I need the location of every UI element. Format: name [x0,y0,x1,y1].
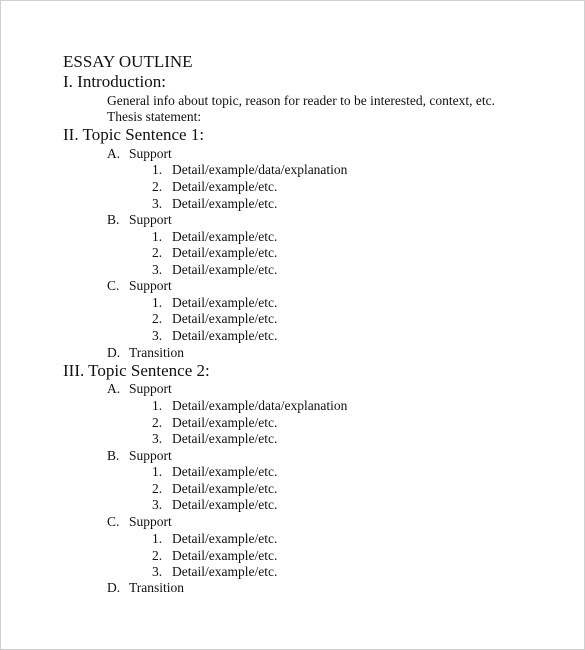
transition-marker: D. [107,345,121,360]
support-a-marker: A. [107,146,121,161]
detail-marker: 3. [152,497,163,512]
detail-marker: 2. [152,481,163,496]
detail-marker: 3. [152,196,163,211]
section-heading-topic-2: III. Topic Sentence 2: [63,361,210,380]
support-a-label: Support [129,146,172,161]
transition-label: Transition [129,580,185,595]
detail-item: Detail/example/etc. [172,431,278,446]
detail-item: Detail/example/etc. [172,295,278,310]
support-c-label: Support [129,278,172,293]
detail-marker: 1. [152,464,163,479]
detail-item: Detail/example/etc. [172,179,278,194]
detail-item: Detail/example/etc. [172,245,278,260]
transition-marker: D. [107,580,121,595]
detail-marker: 2. [152,245,163,260]
detail-item: Detail/example/etc. [172,311,278,326]
thesis-statement-line: Thesis statement: [107,109,202,124]
detail-marker: 2. [152,179,163,194]
transition-label: Transition [129,345,185,360]
detail-marker: 3. [152,431,163,446]
detail-marker: 3. [152,262,163,277]
support-b-marker: B. [107,212,120,227]
document-title: ESSAY OUTLINE [63,52,193,71]
support-b-label: Support [129,212,172,227]
support-c-marker: C. [107,278,120,293]
detail-item: Detail/example/etc. [172,531,278,546]
detail-marker: 3. [152,564,163,579]
detail-item: Detail/example/etc. [172,229,278,244]
detail-item: Detail/example/etc. [172,196,278,211]
detail-marker: 2. [152,415,163,430]
detail-item: Detail/example/etc. [172,548,278,563]
detail-item: Detail/example/etc. [172,497,278,512]
detail-item: Detail/example/etc. [172,564,278,579]
detail-marker: 1. [152,229,163,244]
detail-marker: 1. [152,162,163,177]
detail-marker: 2. [152,311,163,326]
detail-item: Detail/example/data/explanation [172,398,348,413]
support-b-label: Support [129,448,172,463]
detail-item: Detail/example/etc. [172,262,278,277]
introduction-body-line: General info about topic, reason for reader to be interested, context, etc. [107,93,495,108]
detail-marker: 1. [152,295,163,310]
detail-marker: 2. [152,548,163,563]
support-b-marker: B. [107,448,120,463]
detail-item: Detail/example/etc. [172,328,278,343]
detail-item: Detail/example/data/explanation [172,162,348,177]
support-c-label: Support [129,514,172,529]
detail-item: Detail/example/etc. [172,481,278,496]
detail-marker: 3. [152,328,163,343]
section-heading-introduction: I. Introduction: [63,72,166,91]
detail-marker: 1. [152,398,163,413]
detail-item: Detail/example/etc. [172,415,278,430]
detail-marker: 1. [152,531,163,546]
section-heading-topic-1: II. Topic Sentence 1: [63,125,205,144]
support-a-marker: A. [107,381,121,396]
support-c-marker: C. [107,514,120,529]
detail-item: Detail/example/etc. [172,464,278,479]
support-a-label: Support [129,381,172,396]
